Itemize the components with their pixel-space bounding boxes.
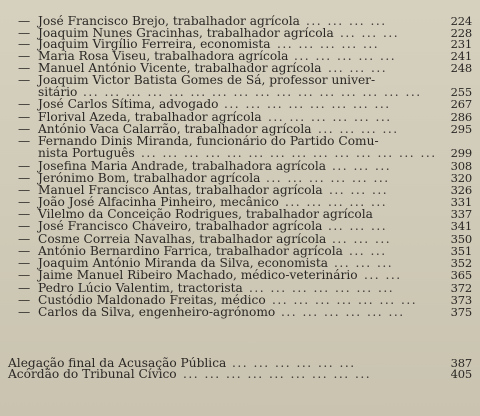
entry-dash: — (18, 244, 31, 258)
entry-title: Cosme Correia Navalhas, trabalhador agrícola (38, 232, 327, 246)
entry-page-number: 373 (450, 293, 472, 307)
entry-dash: — (18, 26, 31, 40)
entry-dash: — (18, 73, 31, 87)
entry-dash: — (18, 37, 31, 51)
entry-title: José Carlos Sítima, advogado (38, 97, 219, 111)
entry-dash: — (18, 293, 31, 307)
dot-leader: ... ... ... (340, 26, 400, 40)
entry-title: Joaquim Victor Batista Gomes de Sá, professor univer- (38, 73, 376, 87)
entry-dash: — (18, 97, 31, 111)
entry-dash: — (18, 256, 31, 270)
entry-dash: — (18, 281, 31, 295)
dot-leader: ... ... ... (328, 61, 388, 75)
entry-title: Fernando Dinis Miranda, funcionário do Partido Comu- (38, 134, 379, 148)
entry-title: Jerónimo Bom, trabalhador agrícola (38, 171, 261, 185)
entry-page-number: 241 (450, 49, 472, 63)
entry-page-number: 248 (450, 61, 472, 75)
entry-page-number: 341 (450, 219, 472, 233)
entry-title: António Vaca Calarrão, trabalhador agrícola (38, 122, 312, 136)
dot-leader: ... ... ... (332, 159, 392, 173)
entry-title: sitário (38, 85, 78, 99)
dot-leader: ... ... ... ... ... ... (281, 305, 405, 319)
dot-leader: ... ... ... ... ... ... ... (272, 293, 418, 307)
entry-page-number: 231 (450, 37, 472, 51)
entry-title: José Francisco Chaveiro, trabalhador agrícola (38, 219, 323, 233)
entry-page-number: 375 (450, 305, 472, 319)
entry-title: Pedro Lúcio Valentim, tractorista (38, 281, 243, 295)
entry-title: João José Alfacinha Pinheiro, mecânico (38, 195, 279, 209)
entry-dash: — (18, 49, 31, 63)
dot-leader: ... ... ... ... ... (294, 49, 397, 63)
dot-leader: ... ... ... ... ... ... ... ... ... (183, 367, 372, 381)
dot-leader: ... ... ... (334, 256, 394, 270)
entry-dash: — (18, 195, 31, 209)
dot-leader: ... ... ... ... ... ... (268, 110, 392, 124)
entry-dash: — (18, 14, 31, 28)
entry-page-number: 352 (450, 256, 472, 270)
entry-title: Manuel Francisco Antas, trabalhador agrícola (38, 183, 323, 197)
dot-leader: ... ... (349, 244, 387, 258)
entry-page-number: 267 (450, 97, 472, 111)
entry-title: Josefina Maria Andrade, trabalhadora agrícola (38, 159, 327, 173)
toc-entry (0, 97, 480, 111)
toc-entry (0, 146, 480, 160)
dot-leader: ... ... (364, 268, 402, 282)
entry-page-number: 331 (450, 195, 472, 209)
entry-page-number: 372 (450, 281, 472, 295)
entry-page-number: 351 (450, 244, 472, 258)
dot-leader: ... ... ... (329, 183, 389, 197)
entry-dash: — (18, 61, 31, 75)
entry-dash: — (18, 134, 31, 148)
dot-leader: ... ... ... ... ... ... ... ... ... ... ... ... ... ... ... ... (83, 85, 422, 99)
dot-leader: ... ... ... ... ... ... ... ... ... ... ... ... ... ... (141, 146, 437, 160)
dot-leader: ... ... ... ... ... (277, 37, 380, 51)
dot-leader: ... ... ... ... (306, 14, 387, 28)
dot-leader: ... ... ... ... ... ... ... ... (224, 97, 391, 111)
entry-title: Custódio Maldonado Freitas, médico (38, 293, 266, 307)
dot-leader: ... ... ... ... ... ... (266, 171, 390, 185)
entry-dash: — (18, 159, 31, 173)
entry-title: nista Português (38, 146, 135, 160)
entry-title: José Francisco Brejo, trabalhador agrícola (38, 14, 300, 28)
entry-title: Florival Azeda, trabalhador agrícola (38, 110, 262, 124)
entry-title: Carlos da Silva, engenheiro-agrónomo (38, 305, 276, 319)
entry-title: Jaime Manuel Ribeiro Machado, médico-veterinário (38, 268, 358, 282)
entry-dash: — (18, 305, 31, 319)
entry-dash: — (18, 207, 31, 221)
entry-title: Joaquim António Miranda da Silva, economista (38, 256, 328, 270)
entry-title: Joaquim Nunes Gracinhas, trabalhador agrícola (38, 26, 334, 40)
dot-leader: ... ... ... (328, 219, 388, 233)
entry-page-number: 224 (450, 14, 472, 28)
dot-leader: ... ... ... ... ... (285, 195, 388, 209)
entry-dash: — (18, 268, 31, 282)
toc-entry (0, 268, 480, 282)
entry-page-number: 228 (450, 26, 472, 40)
entry-page-number: 286 (450, 110, 472, 124)
entry-dash: — (18, 110, 31, 124)
entry-title: Vilelmo da Conceição Rodrigues, trabalhador agrícola (38, 207, 373, 221)
entry-page-number: 365 (450, 268, 472, 282)
entry-page-number: 295 (450, 122, 472, 136)
dot-leader: ... ... ... (332, 232, 392, 246)
entry-page-number: 255 (450, 85, 472, 99)
entry-title: Manuel António Vicente, trabalhador agrícola (38, 61, 322, 75)
entry-dash: — (18, 122, 31, 136)
entry-page-number: 299 (450, 146, 472, 160)
toc-entry (0, 219, 480, 233)
dot-leader: ... ... ... ... ... ... ... (249, 281, 395, 295)
toc-entry (0, 367, 480, 381)
entry-page-number: 320 (450, 171, 472, 185)
entry-page-number: 308 (450, 159, 472, 173)
dot-leader: ... ... ... ... ... ... (232, 356, 356, 370)
entry-dash: — (18, 232, 31, 246)
entry-title: Maria Rosa Viseu, trabalhadora agrícola (38, 49, 289, 63)
entry-title: Joaquim Virgílio Ferreira, economista (38, 37, 271, 51)
entry-dash: — (18, 219, 31, 233)
entry-page-number: 350 (450, 232, 472, 246)
dot-leader: ... ... ... ... (318, 122, 399, 136)
entry-title: Acórdão do Tribunal Cívico (8, 367, 177, 381)
entry-page-number: 337 (450, 207, 472, 221)
entry-page-number: 326 (450, 183, 472, 197)
entry-dash: — (18, 171, 31, 185)
entry-dash: — (18, 183, 31, 197)
entry-title: António Bernardino Farrica, trabalhador agrícola (38, 244, 343, 258)
entry-page-number: 387 (450, 356, 472, 370)
entry-title: Alegação final da Acusação Pública (8, 356, 227, 370)
entry-page-number: 405 (450, 367, 472, 381)
toc-entry (0, 305, 480, 319)
